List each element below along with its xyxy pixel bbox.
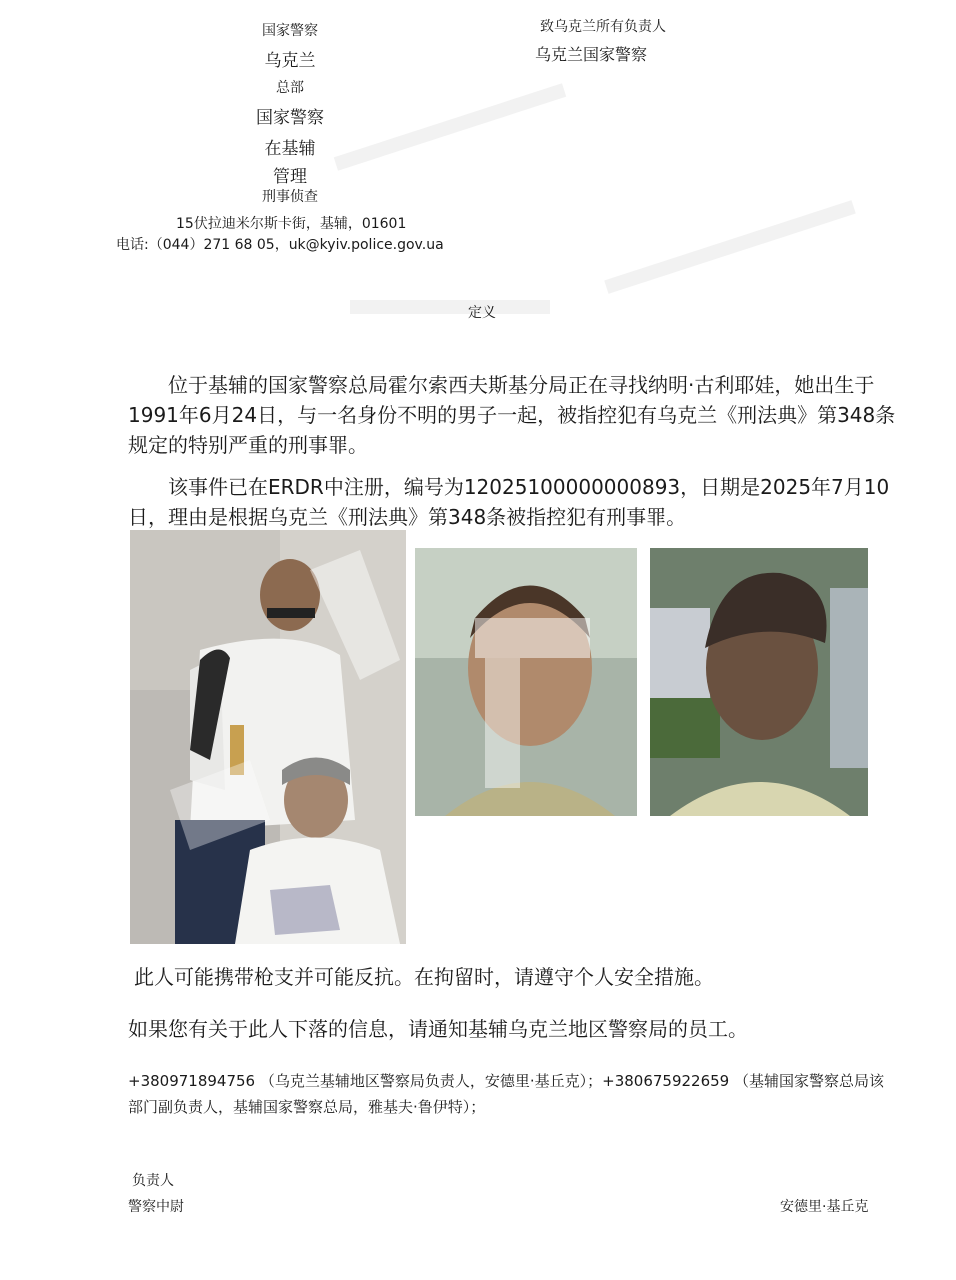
photo-1-image (130, 530, 406, 944)
recipient-agency: 乌克兰国家警察 (535, 45, 648, 64)
photo-3-image (650, 548, 868, 816)
header-address: 15伏拉迪米尔斯卡街，基辅，01601 (176, 216, 407, 232)
background-mark (350, 300, 550, 314)
header-agency-2: 国家警察 (256, 108, 324, 128)
contact-numbers: +380971894756 （乌克兰基辅地区警察局负责人，安德里·基丘克）；+380675922659 （基辅国家警察总局该部门副负责人，基辅国家警察总局，雅基夫·鲁伊特）； (128, 1072, 884, 1116)
background-mark (604, 200, 856, 294)
header-country: 乌克兰 (264, 51, 316, 71)
signatory-name: 安德里·基丘克 (780, 1199, 869, 1215)
notify-instruction: 如果您有关于此人下落的信息，请通知基辅乌克兰地区警察局的员工。 (128, 1017, 748, 1041)
photo-2-image (415, 548, 637, 816)
paragraph-wanted: 位于基辅的国家警察总局霍尔索西夫斯基分局正在寻找纳明·古利耶娃，她出生于1991年6月24日，与一名身份不明的男子一起，被指控犯有乌克兰《刑法典》第348条规定的特别严重的刑事罪。 (128, 373, 896, 457)
header-contact: 电话:（044）271 68 05，uk@kyiv.police.gov.ua (116, 237, 444, 253)
suspect-photo-3 (650, 548, 868, 816)
document-title: 定义 (468, 305, 496, 321)
recipient-line: 致乌克兰所有负责人 (540, 19, 666, 35)
signatory-rank: 警察中尉 (128, 1199, 184, 1215)
header-department: 刑事侦查 (262, 189, 318, 205)
header-hq: 总部 (276, 80, 304, 96)
header-agency: 国家警察 (262, 23, 318, 39)
paragraph-erdr: 该事件已在ERDR中注册，编号为12025100000000893，日期是2025年7月10日，理由是根据乌克兰《刑法典》第348条被指控犯有刑事罪。 (128, 475, 890, 529)
suspect-photo-2 (415, 548, 637, 816)
header-management: 管理 (273, 167, 307, 187)
armed-warning: 此人可能携带枪支并可能反抗。在拘留时，请遵守个人安全措施。 (134, 965, 714, 989)
suspect-photo-1 (130, 530, 406, 944)
signatory-role: 负责人 (132, 1173, 174, 1189)
header-city: 在基辅 (264, 139, 316, 159)
